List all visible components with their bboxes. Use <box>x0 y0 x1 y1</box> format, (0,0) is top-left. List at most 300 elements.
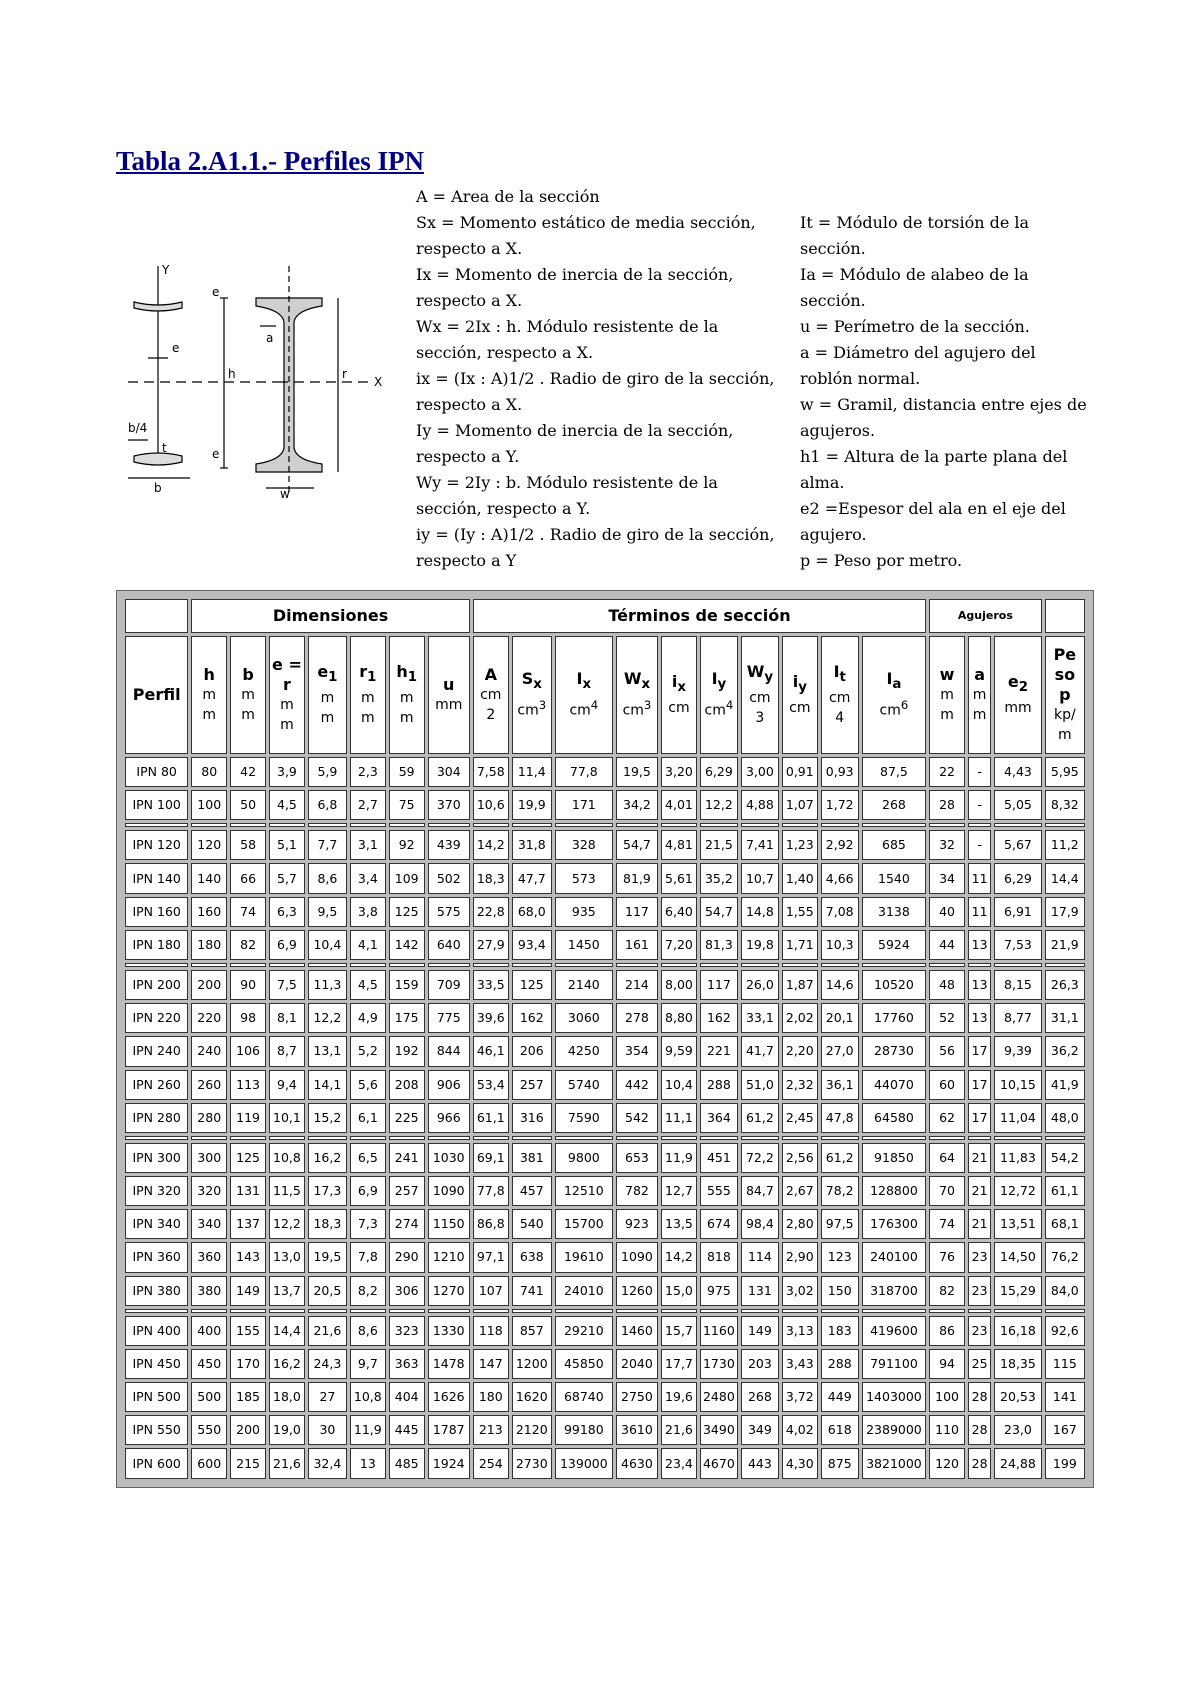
table-cell <box>389 823 425 827</box>
legend-right-line: a = Diámetro del agujero del <box>800 343 1036 362</box>
table-cell: 3,13 <box>782 1316 818 1346</box>
table-cell: 28730 <box>862 1036 926 1066</box>
table-cell <box>555 823 613 827</box>
table-cell <box>1045 823 1085 827</box>
table-cell: 14,8 <box>741 897 779 927</box>
profile-name-cell: IPN 400 <box>125 1316 188 1346</box>
table-row <box>125 1448 1085 1479</box>
table-cell: 2,45 <box>782 1103 818 1133</box>
table-cell: 141 <box>1045 1382 1085 1412</box>
table-cell: 208 <box>389 1070 425 1100</box>
table-cell <box>616 823 658 827</box>
legend-left-line: sección, respecto a Y. <box>416 499 591 518</box>
table-cell: 34,2 <box>616 790 658 820</box>
table-cell: 1450 <box>555 930 613 960</box>
profile-name-cell <box>125 823 188 827</box>
table-cell: 1090 <box>428 1176 470 1206</box>
table-cell: 94 <box>929 1349 965 1379</box>
table-cell: 485 <box>389 1448 425 1479</box>
table-cell: 381 <box>512 1143 552 1173</box>
table-cell: 35,2 <box>700 863 738 893</box>
table-cell: 818 <box>700 1242 738 1272</box>
table-cell: 1,72 <box>821 790 859 820</box>
table-cell: 54,7 <box>616 830 658 860</box>
table-cell <box>269 823 305 827</box>
table-cell: 77,8 <box>555 757 613 787</box>
table-cell: 2,32 <box>782 1070 818 1100</box>
table-cell: 4,5 <box>350 970 386 1000</box>
table-cell: 268 <box>862 790 926 820</box>
table-cell: 100 <box>191 790 227 820</box>
table-cell: 21,6 <box>661 1415 697 1445</box>
table-cell: 123 <box>821 1242 859 1272</box>
table-cell: 923 <box>616 1209 658 1239</box>
table-cell: 47,8 <box>821 1103 859 1133</box>
table-cell <box>994 1309 1042 1313</box>
table-cell <box>994 1136 1042 1140</box>
legend-right-line: sección. <box>800 239 866 258</box>
table-cell: 618 <box>821 1415 859 1445</box>
table-cell: 7,08 <box>821 897 859 927</box>
table-cell: 59 <box>389 757 425 787</box>
table-cell: 1478 <box>428 1349 470 1379</box>
table-cell: 2,3 <box>350 757 386 787</box>
table-cell: 180 <box>473 1382 509 1412</box>
table-cell: 15,29 <box>994 1276 1042 1306</box>
header-peso: Pe so p kp/ m <box>1045 636 1085 754</box>
profile-name-cell: IPN 80 <box>125 757 188 787</box>
table-cell <box>512 823 552 827</box>
table-cell: 34 <box>929 863 965 893</box>
table-cell <box>661 963 697 967</box>
table-cell: 7,7 <box>308 830 347 860</box>
table-cell <box>350 963 386 967</box>
table-cell <box>191 1309 227 1313</box>
legend-left-line: ix = (Ix : A)1/2 . Radio de giro de la sección, <box>416 369 775 388</box>
table-cell: 8,32 <box>1045 790 1085 820</box>
header-a-hole: a m m <box>968 636 991 754</box>
table-cell: 12,2 <box>308 1003 347 1033</box>
table-cell: 66 <box>230 863 266 893</box>
header-wy: $W_y$ cm 3 <box>741 636 779 754</box>
table-cell: 200 <box>230 1415 266 1445</box>
table-cell: 380 <box>191 1276 227 1306</box>
table-cell <box>862 1309 926 1313</box>
legend-left-line: sección, respecto a X. <box>416 343 594 362</box>
table-cell: 3,9 <box>269 757 305 787</box>
table-cell <box>428 823 470 827</box>
table-cell: 20,5 <box>308 1276 347 1306</box>
table-cell: 10,4 <box>308 930 347 960</box>
table-cell: 23,0 <box>994 1415 1042 1445</box>
table-cell <box>968 823 991 827</box>
table-cell: 3,4 <box>350 863 386 893</box>
table-cell: 23 <box>968 1276 991 1306</box>
table-cell: 170 <box>230 1349 266 1379</box>
table-cell: 9,4 <box>269 1070 305 1100</box>
table-cell: 1330 <box>428 1316 470 1346</box>
table-cell: 40 <box>929 897 965 927</box>
table-cell: 18,35 <box>994 1349 1042 1379</box>
header-iy-inertia: $I_y$ $cm^4$ <box>700 636 738 754</box>
table-cell <box>350 1136 386 1140</box>
table-cell: 11,83 <box>994 1143 1042 1173</box>
table-cell: 19,9 <box>512 790 552 820</box>
table-cell: 97,1 <box>473 1242 509 1272</box>
table-cell <box>308 823 347 827</box>
header-ia: $I_a$ $cm^6$ <box>862 636 926 754</box>
table-cell <box>191 823 227 827</box>
table-cell: 68740 <box>555 1382 613 1412</box>
table-cell <box>616 1309 658 1313</box>
table-cell: 8,2 <box>350 1276 386 1306</box>
table-cell: 11 <box>968 897 991 927</box>
table-row <box>125 1415 1085 1445</box>
table-cell: 14,2 <box>661 1242 697 1272</box>
table-cell: 8,1 <box>269 1003 305 1033</box>
table-cell: 3,43 <box>782 1349 818 1379</box>
table-cell: 2,90 <box>782 1242 818 1272</box>
table-cell: 32,4 <box>308 1448 347 1479</box>
table-cell: 162 <box>512 1003 552 1033</box>
table-cell: 113 <box>230 1070 266 1100</box>
table-cell: 149 <box>230 1276 266 1306</box>
table-cell: 118 <box>473 1316 509 1346</box>
table-cell: 3490 <box>700 1415 738 1445</box>
table-cell: 90 <box>230 970 266 1000</box>
table-cell: 13,5 <box>661 1209 697 1239</box>
table-cell: 400 <box>191 1316 227 1346</box>
table-cell <box>821 823 859 827</box>
table-cell <box>230 963 266 967</box>
table-cell: 1160 <box>700 1316 738 1346</box>
legend-left-line: respecto a Y <box>416 551 517 570</box>
table-cell: 450 <box>191 1349 227 1379</box>
label-e-web: e <box>172 341 180 355</box>
table-cell: 68,0 <box>512 897 552 927</box>
table-cell <box>555 1309 613 1313</box>
table-cell: 20,1 <box>821 1003 859 1033</box>
legend-right-line: agujeros. <box>800 421 876 440</box>
table-cell: 451 <box>700 1143 738 1173</box>
table-cell: 25 <box>968 1349 991 1379</box>
table-cell <box>512 963 552 967</box>
table-cell: 542 <box>616 1103 658 1133</box>
table-cell <box>929 963 965 967</box>
table-cell: 1,87 <box>782 970 818 1000</box>
table-cell: 2730 <box>512 1448 552 1479</box>
table-cell: 125 <box>512 970 552 1000</box>
table-cell: 213 <box>473 1415 509 1445</box>
table-cell: 3,00 <box>741 757 779 787</box>
profile-name-cell: IPN 180 <box>125 930 188 960</box>
table-cell: 12,2 <box>700 790 738 820</box>
table-cell: 61,1 <box>1045 1176 1085 1206</box>
table-cell: 23,4 <box>661 1448 697 1479</box>
table-cell: 240100 <box>862 1242 926 1272</box>
profile-name-cell: IPN 120 <box>125 830 188 860</box>
group-terminos: Términos de sección <box>473 599 926 633</box>
table-cell: 10,3 <box>821 930 859 960</box>
table-cell: 19,6 <box>661 1382 697 1412</box>
table-cell: 354 <box>616 1036 658 1066</box>
table-cell: 4,02 <box>782 1415 818 1445</box>
table-cell: 1730 <box>700 1349 738 1379</box>
table-cell: 76,2 <box>1045 1242 1085 1272</box>
table-cell: 10,7 <box>741 863 779 893</box>
legend-left-line: A = Area de la sección <box>416 187 600 206</box>
table-cell: 2389000 <box>862 1415 926 1445</box>
table-cell: 120 <box>191 830 227 860</box>
legend-left-line: respecto a X. <box>416 291 523 310</box>
table-cell: 555 <box>700 1176 738 1206</box>
table-cell: 7,20 <box>661 930 697 960</box>
table-cell: 4630 <box>616 1448 658 1479</box>
table-cell: 3,8 <box>350 897 386 927</box>
table-cell: 364 <box>700 1103 738 1133</box>
table-cell: 15,0 <box>661 1276 697 1306</box>
table-cell: 3,02 <box>782 1276 818 1306</box>
table-cell: 13,1 <box>308 1036 347 1066</box>
profile-name-cell: IPN 200 <box>125 970 188 1000</box>
table-cell <box>308 963 347 967</box>
table-cell: 176300 <box>862 1209 926 1239</box>
legend-left-line: Wx = 2Ix : h. Módulo resistente de la <box>416 317 719 336</box>
profile-name-cell: IPN 140 <box>125 863 188 893</box>
table-cell <box>741 1136 779 1140</box>
table-cell: 257 <box>512 1070 552 1100</box>
table-cell: 115 <box>1045 1349 1085 1379</box>
table-cell <box>661 1136 697 1140</box>
table-cell <box>389 1309 425 1313</box>
legend-left <box>416 184 780 574</box>
table-row <box>125 1003 1085 1033</box>
table-cell: 1,55 <box>782 897 818 927</box>
table-cell: 192 <box>389 1036 425 1066</box>
table-cell <box>428 1309 470 1313</box>
legend-left-line: iy = (Iy : A)1/2 . Radio de giro de la sección, <box>416 525 775 544</box>
header-w: w m m <box>929 636 965 754</box>
table-cell: 199 <box>1045 1448 1085 1479</box>
table-cell: 21,6 <box>308 1316 347 1346</box>
table-cell: 21,6 <box>269 1448 305 1479</box>
table-cell: 2750 <box>616 1382 658 1412</box>
table-cell <box>350 1309 386 1313</box>
table-cell: 28 <box>929 790 965 820</box>
table-cell: 27 <box>308 1382 347 1412</box>
table-cell: 84,7 <box>741 1176 779 1206</box>
table-cell: 12510 <box>555 1176 613 1206</box>
table-cell <box>1045 1136 1085 1140</box>
table-cell: 131 <box>230 1176 266 1206</box>
profile-name-cell: IPN 320 <box>125 1176 188 1206</box>
table-cell: 7,58 <box>473 757 509 787</box>
table-cell: 17 <box>968 1036 991 1066</box>
table-cell: 349 <box>741 1415 779 1445</box>
table-cell: 41,7 <box>741 1036 779 1066</box>
table-cell: 6,40 <box>661 897 697 927</box>
table-cell: 5,67 <box>994 830 1042 860</box>
table-cell: 221 <box>700 1036 738 1066</box>
table-cell <box>308 1309 347 1313</box>
table-cell: 10,4 <box>661 1070 697 1100</box>
table-row <box>125 823 1085 827</box>
table-cell: 53,4 <box>473 1070 509 1100</box>
table-cell: 975 <box>700 1276 738 1306</box>
table-cell: 2,56 <box>782 1143 818 1173</box>
table-cell: 5740 <box>555 1070 613 1100</box>
table-cell: 128800 <box>862 1176 926 1206</box>
table-cell <box>782 1136 818 1140</box>
table-cell: - <box>968 790 991 820</box>
table-cell: 8,00 <box>661 970 697 1000</box>
table-cell: 935 <box>555 897 613 927</box>
profile-name-cell: IPN 280 <box>125 1103 188 1133</box>
table-cell: 20,53 <box>994 1382 1042 1412</box>
table-cell: 290 <box>389 1242 425 1272</box>
table-cell: 11,9 <box>661 1143 697 1173</box>
table-cell: 64580 <box>862 1103 926 1133</box>
legend-left-line: Ix = Momento de inercia de la sección, <box>416 265 734 284</box>
table-cell: 11 <box>968 863 991 893</box>
header-b: b m m <box>230 636 266 754</box>
table-cell: 7590 <box>555 1103 613 1133</box>
profile-name-cell: IPN 360 <box>125 1242 188 1272</box>
table-cell: 7,41 <box>741 830 779 860</box>
table-cell: 9,39 <box>994 1036 1042 1066</box>
table-cell <box>230 1136 266 1140</box>
table-cell: 340 <box>191 1209 227 1239</box>
table-cell: 9,7 <box>350 1349 386 1379</box>
table-row <box>125 1176 1085 1206</box>
table-cell: 13 <box>968 930 991 960</box>
table-row <box>125 897 1085 927</box>
table-cell: 42 <box>230 757 266 787</box>
table-cell: 573 <box>555 863 613 893</box>
table-cell: 2,80 <box>782 1209 818 1239</box>
table-cell: 500 <box>191 1382 227 1412</box>
legend-left-line: respecto a Y. <box>416 447 520 466</box>
table-cell: 1540 <box>862 863 926 893</box>
group-agujeros: Agujeros <box>929 599 1042 633</box>
table-cell: 220 <box>191 1003 227 1033</box>
table-cell: 19,5 <box>616 757 658 787</box>
table-cell: 370 <box>428 790 470 820</box>
table-cell: 3060 <box>555 1003 613 1033</box>
table-cell: 457 <box>512 1176 552 1206</box>
table-cell: 214 <box>616 970 658 1000</box>
table-cell: 14,1 <box>308 1070 347 1100</box>
table-cell <box>191 963 227 967</box>
table-cell: 84,0 <box>1045 1276 1085 1306</box>
table-cell <box>968 1136 991 1140</box>
table-cell <box>782 963 818 967</box>
table-cell <box>929 1136 965 1140</box>
table-cell: 117 <box>616 897 658 927</box>
table-cell: 52 <box>929 1003 965 1033</box>
table-cell: 11,04 <box>994 1103 1042 1133</box>
table-cell <box>821 963 859 967</box>
table-cell: 23 <box>968 1316 991 1346</box>
table-cell: - <box>968 830 991 860</box>
header-r1: $r_1$ m m <box>350 636 386 754</box>
header-ix-radius: $i_x$ cm <box>661 636 697 754</box>
table-cell: 139000 <box>555 1448 613 1479</box>
table-cell: 62 <box>929 1103 965 1133</box>
table-cell: 19,0 <box>269 1415 305 1445</box>
table-cell: 3,1 <box>350 830 386 860</box>
table-cell: 3,72 <box>782 1382 818 1412</box>
table-cell: 185 <box>230 1382 266 1412</box>
profile-name-cell: IPN 340 <box>125 1209 188 1239</box>
table-cell: 180 <box>191 930 227 960</box>
header-sx: $S_x$ $cm^3$ <box>512 636 552 754</box>
table-cell: 114 <box>741 1242 779 1272</box>
table-cell: 75 <box>389 790 425 820</box>
table-cell <box>700 1136 738 1140</box>
table-cell: 8,7 <box>269 1036 305 1066</box>
label-x: X <box>374 375 383 389</box>
table-cell: 27,9 <box>473 930 509 960</box>
table-cell: 442 <box>616 1070 658 1100</box>
table-cell: 306 <box>389 1276 425 1306</box>
table-cell: 200 <box>191 970 227 1000</box>
table-cell: 0,91 <box>782 757 818 787</box>
table-cell: 47,7 <box>512 863 552 893</box>
table-cell: 15,2 <box>308 1103 347 1133</box>
table-cell: 0,93 <box>821 757 859 787</box>
header-ix-inertia: $I_x$ $cm^4$ <box>555 636 613 754</box>
table-cell: 16,2 <box>269 1349 305 1379</box>
table-cell <box>512 1136 552 1140</box>
table-cell: 8,6 <box>308 863 347 893</box>
table-cell: 41,9 <box>1045 1070 1085 1100</box>
table-cell: 254 <box>473 1448 509 1479</box>
table-cell: 167 <box>1045 1415 1085 1445</box>
table-cell: 10,15 <box>994 1070 1042 1100</box>
table-cell: 638 <box>512 1242 552 1272</box>
ipn-table-frame <box>116 590 1094 1488</box>
table-cell: 1460 <box>616 1316 658 1346</box>
table-cell: 540 <box>512 1209 552 1239</box>
table-cell <box>862 1136 926 1140</box>
legend-left-line: Sx = Momento estático de media sección, <box>416 213 756 232</box>
label-e-top: e <box>212 285 220 299</box>
table-cell <box>555 1136 613 1140</box>
table-cell: 11,3 <box>308 970 347 1000</box>
table-cell: 149 <box>741 1316 779 1346</box>
table-cell: 5,2 <box>350 1036 386 1066</box>
table-cell <box>473 823 509 827</box>
table-cell: 6,9 <box>350 1176 386 1206</box>
table-cell: 2120 <box>512 1415 552 1445</box>
table-cell <box>700 1309 738 1313</box>
header-wx: $W_x$ $cm^3$ <box>616 636 658 754</box>
table-cell: 91850 <box>862 1143 926 1173</box>
table-cell: 3138 <box>862 897 926 927</box>
table-cell <box>994 823 1042 827</box>
table-cell: 14,50 <box>994 1242 1042 1272</box>
table-cell: 10,6 <box>473 790 509 820</box>
table-cell: 98,4 <box>741 1209 779 1239</box>
table-cell: 5,61 <box>661 863 697 893</box>
table-row <box>125 1316 1085 1346</box>
table-cell: 107 <box>473 1276 509 1306</box>
table-cell: 3610 <box>616 1415 658 1445</box>
profile-name-cell <box>125 963 188 967</box>
table-cell: 318700 <box>862 1276 926 1306</box>
table-cell: 5,7 <box>269 863 305 893</box>
